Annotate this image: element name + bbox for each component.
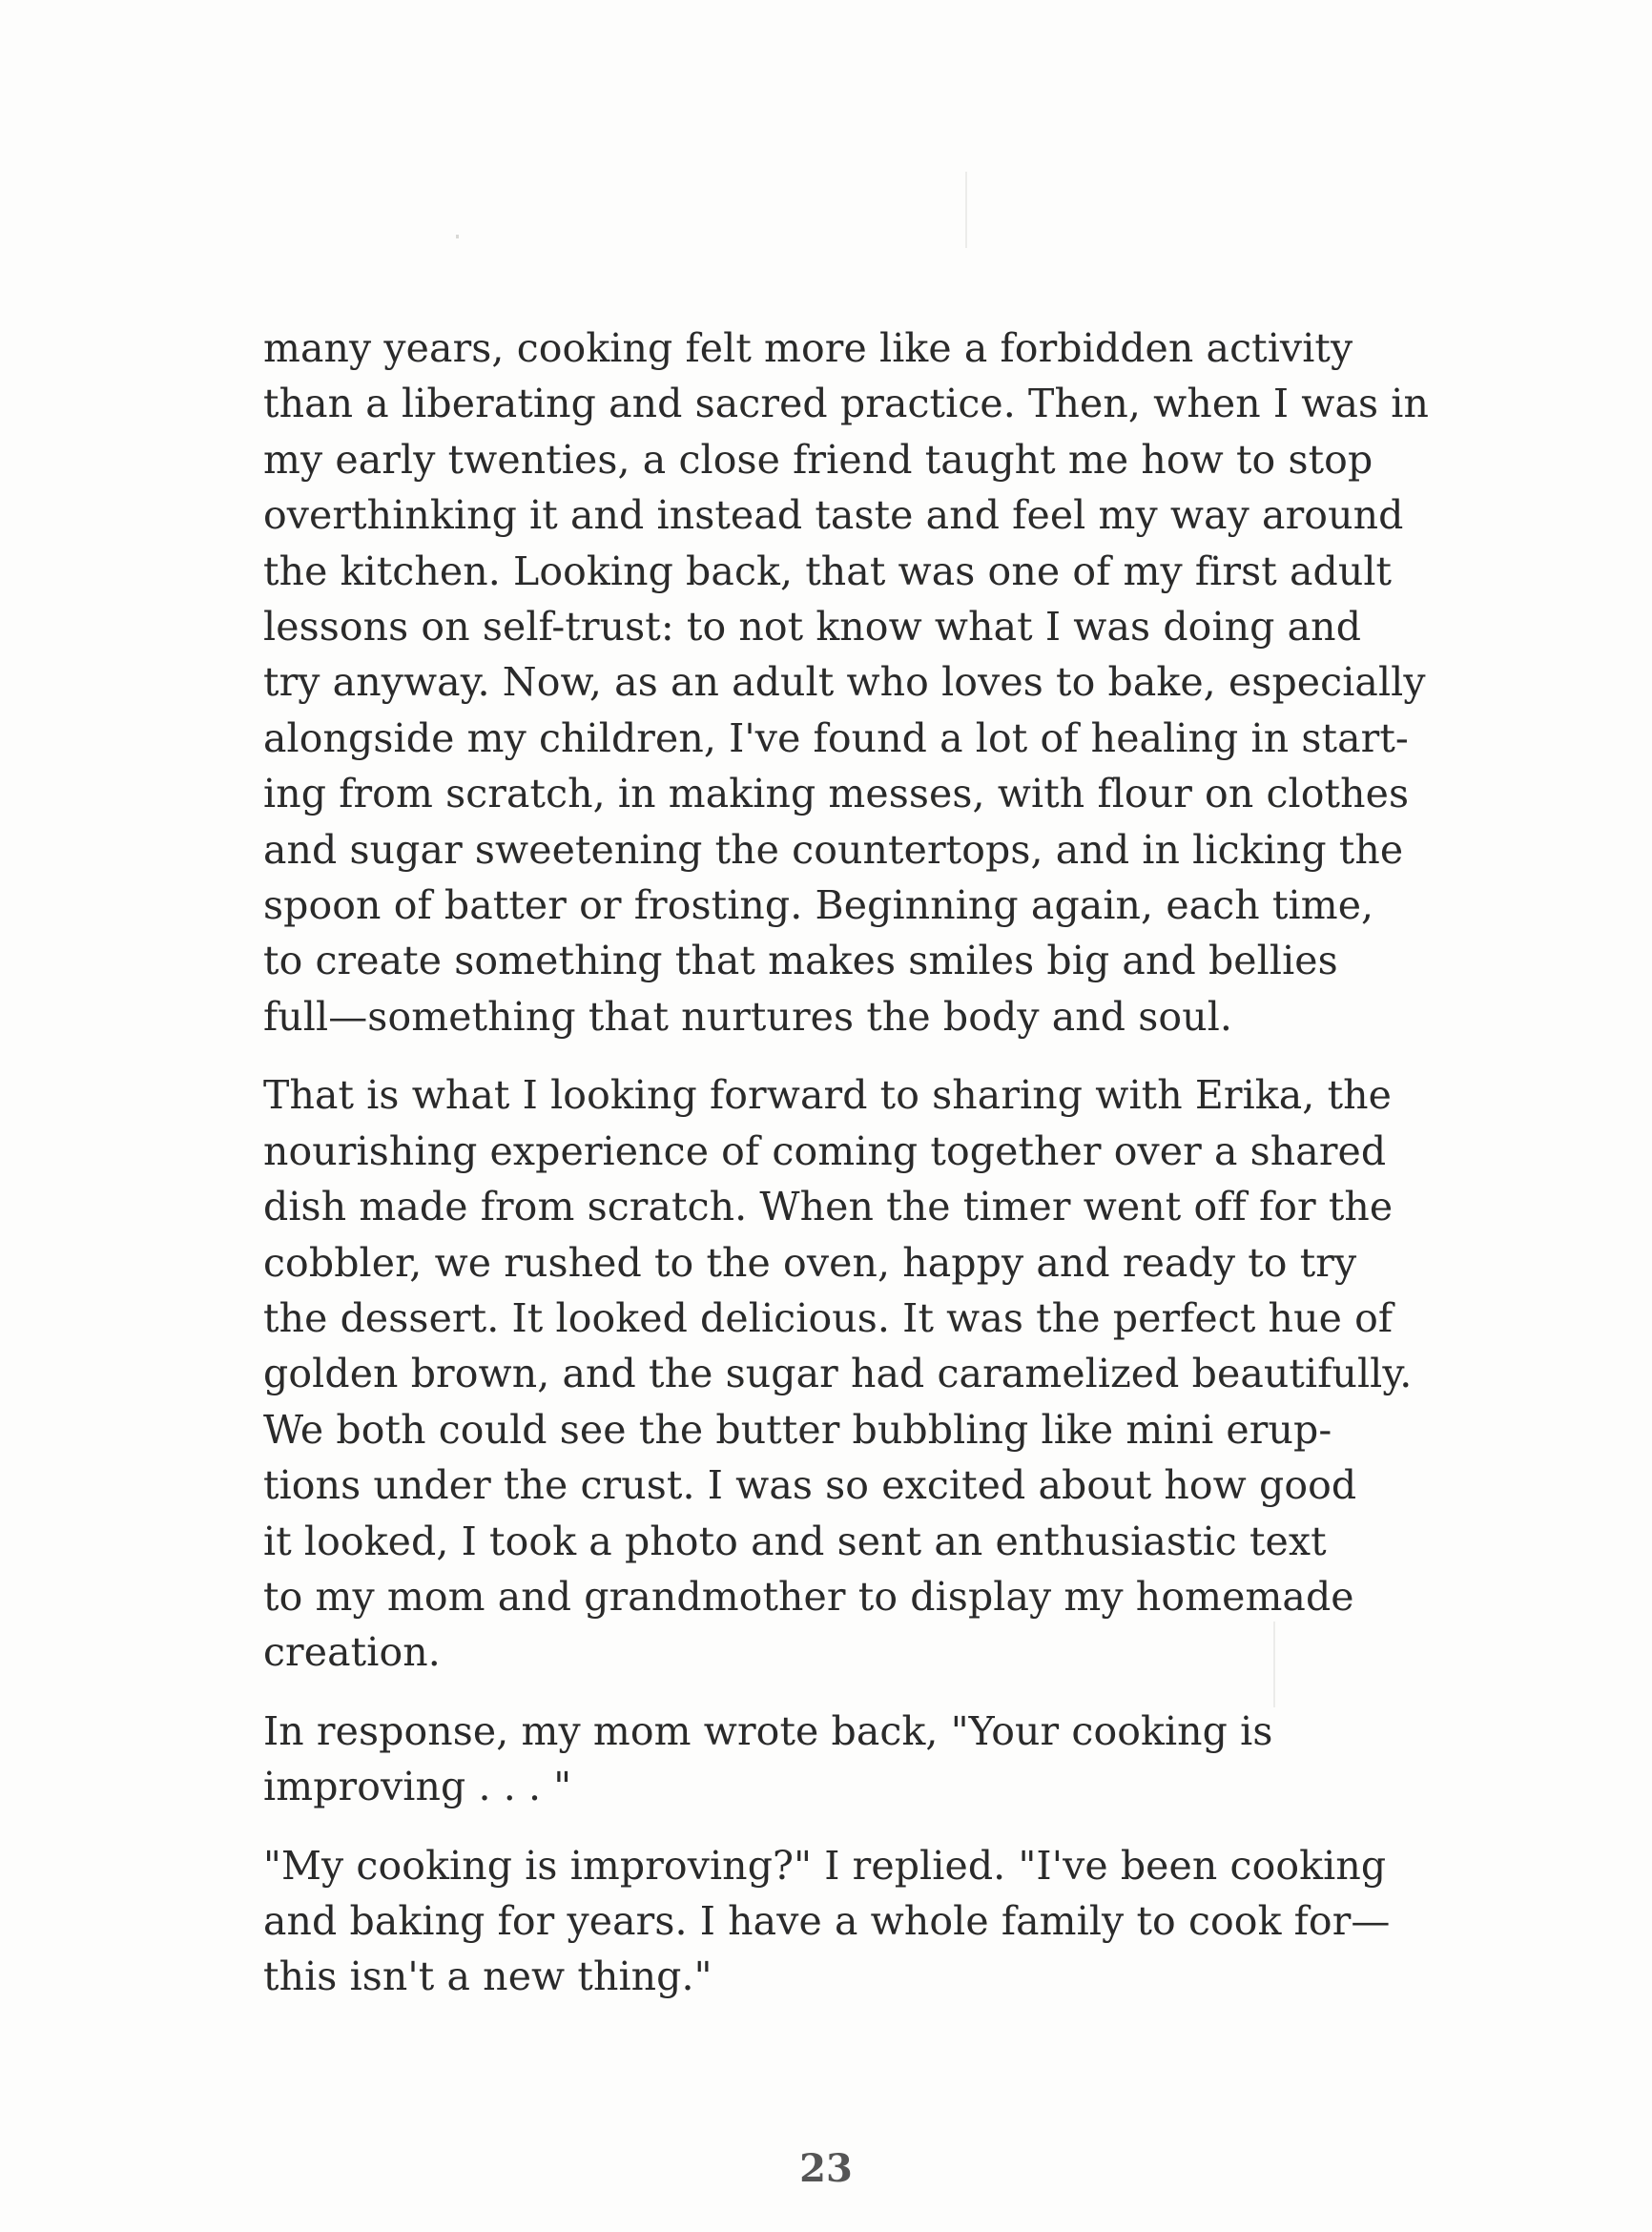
- text-line: overthinking it and instead taste and feel my way around: [263, 492, 1404, 539]
- paragraph-gap: [263, 1044, 1417, 1067]
- text-line: In response, my mom wrote back, "Your cooking is: [263, 1707, 1273, 1754]
- text-line: this isn't a new thing.": [263, 1953, 712, 2000]
- paragraph: [263, 1067, 1417, 1680]
- page-number: 23: [799, 2146, 853, 2191]
- text-line: many years, cooking felt more like a forbidden activity: [263, 325, 1353, 371]
- text-line: We both could see the butter bubbling like mini erup-: [263, 1406, 1332, 1453]
- text-line: my early twenties, a close friend taught me how to stop: [263, 436, 1373, 483]
- text-line: the dessert. It looked delicious. It was the perfect hue of: [263, 1294, 1394, 1341]
- scan-mark: [965, 172, 967, 248]
- text-line: tions under the crust. I was so excited about how good: [263, 1462, 1357, 1509]
- text-line: to create something that makes smiles big and bellies: [263, 938, 1338, 984]
- text-line: full—something that nurtures the body and soul.: [263, 993, 1233, 1040]
- text-line: spoon of batter or frosting. Beginning again, each time,: [263, 882, 1374, 929]
- body-text: [263, 320, 1429, 2005]
- paragraph-gap: [263, 1815, 1417, 1838]
- text-line: to my mom and grandmother to display my homemade: [263, 1573, 1354, 1620]
- text-line: "My cooking is improving?" I replied. "I've been cooking: [263, 1842, 1387, 1889]
- paragraph: [263, 1704, 1417, 1815]
- text-line: and sugar sweetening the countertops, and in licking the: [263, 826, 1404, 873]
- text-line: creation.: [263, 1629, 441, 1676]
- paragraph-gap: [263, 1681, 1417, 1704]
- text-line: golden brown, and the sugar had caramelized beautifully.: [263, 1351, 1413, 1397]
- scan-speck: [456, 235, 459, 238]
- text-line: try anyway. Now, as an adult who loves to bake, especially: [263, 659, 1426, 706]
- text-line: nourishing experience of coming together over a shared: [263, 1127, 1387, 1174]
- text-line: and baking for years. I have a whole family to cook for—: [263, 1897, 1391, 1944]
- text-line: it looked, I took a photo and sent an enthusiastic text: [263, 1518, 1327, 1564]
- text-line: cobbler, we rushed to the oven, happy and ready to try: [263, 1239, 1357, 1286]
- text-line: alongside my children, I've found a lot of healing in start-: [263, 714, 1409, 761]
- text-line: dish made from scratch. When the timer went off for the: [263, 1184, 1394, 1230]
- text-line: the kitchen. Looking back, that was one of my first adult: [263, 548, 1393, 594]
- paragraph: [263, 320, 1429, 1044]
- text-line: than a liberating and sacred practice. Then, when I was in: [263, 381, 1429, 427]
- text-line: That is what I looking forward to sharing with Erika, the: [263, 1072, 1393, 1119]
- paragraph: [263, 1838, 1417, 2005]
- text-line: ing from scratch, in making messes, with flour on clothes: [263, 771, 1410, 817]
- text-line: lessons on self-trust: to not know what I was doing and: [263, 604, 1362, 651]
- text-line: improving . . . ": [263, 1764, 572, 1810]
